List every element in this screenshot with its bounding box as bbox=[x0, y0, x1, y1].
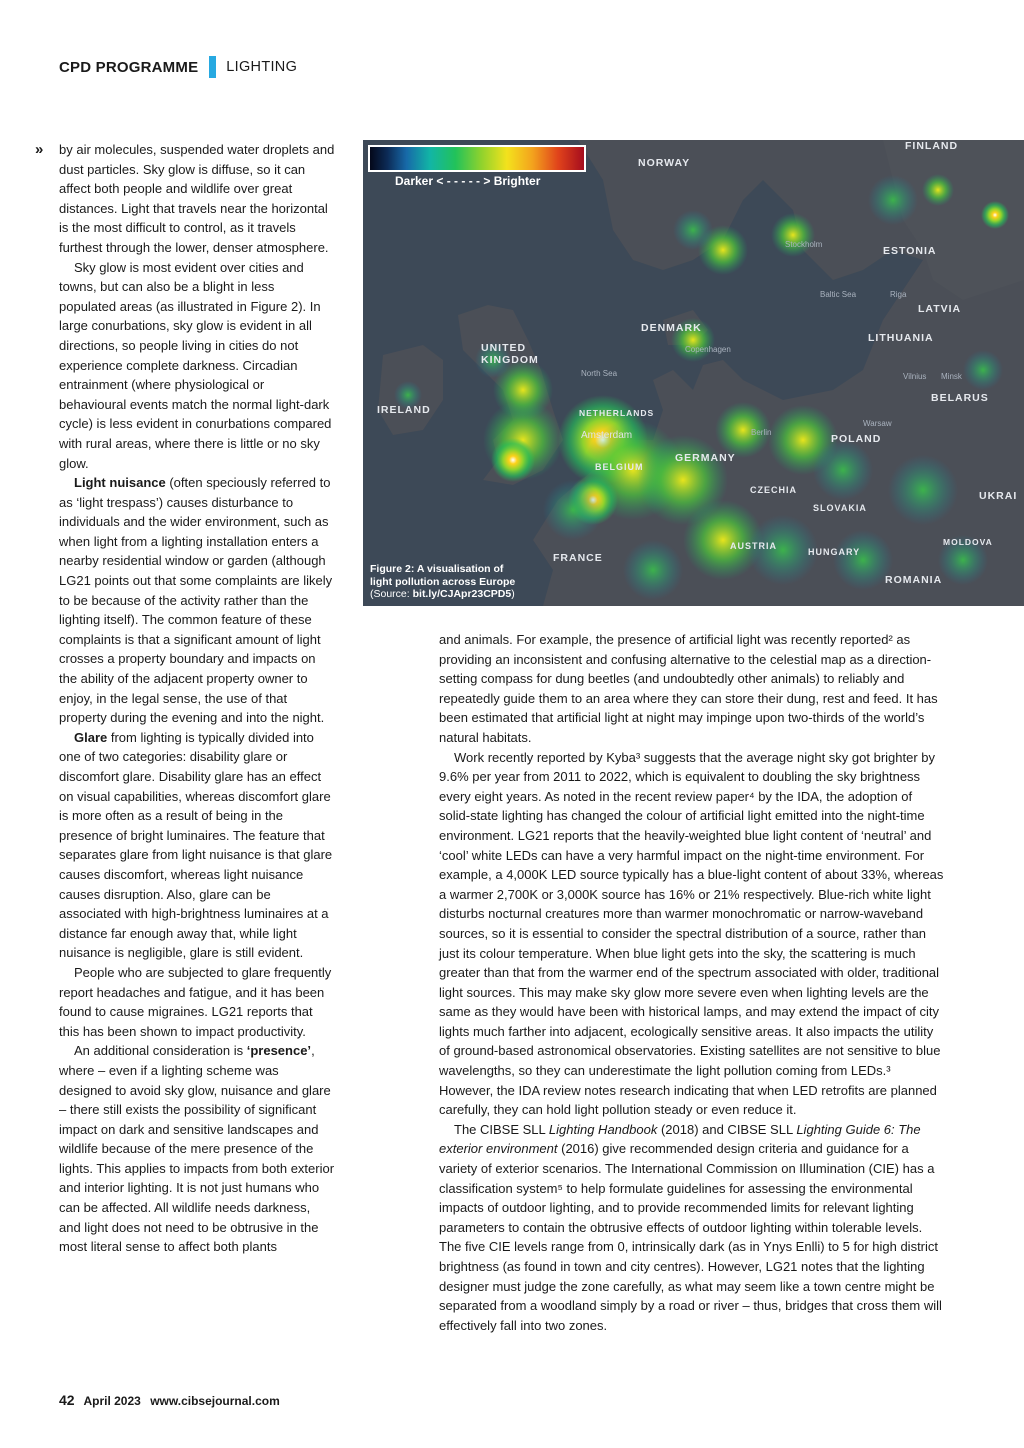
left-column bbox=[35, 140, 335, 1257]
map-label: GERMANY bbox=[675, 452, 736, 464]
term-light-nuisance: Light nuisance bbox=[74, 475, 166, 491]
right-column bbox=[439, 630, 944, 1335]
website-link[interactable]: www.cibsejournal.com bbox=[150, 1394, 280, 1408]
map-label: HUNGARY bbox=[808, 547, 861, 557]
map-label: ROMANIA bbox=[885, 574, 943, 586]
map-label: MOLDOVA bbox=[943, 537, 993, 547]
map-label: LITHUANIA bbox=[868, 332, 934, 344]
map-label: UNITED KINGDOM bbox=[481, 342, 539, 366]
page-footer bbox=[59, 1392, 280, 1408]
source-link[interactable]: bit.ly/CJApr23CPD5 bbox=[412, 588, 512, 601]
term-presence: ‘presence’ bbox=[246, 1043, 312, 1059]
title-lighting-handbook: Lighting Handbook bbox=[548, 1121, 658, 1137]
map-place-label: Baltic Sea bbox=[820, 290, 857, 299]
page-header bbox=[59, 56, 297, 78]
paragraph: Work recently reported by Kyba³ suggests that the average night sky got brighter by 9.6% per year from 2011 to 2022, which is equivalent to doubling the sky brightness every eight years. As noted in the recent review paper⁴ by the IDA, the adoption of solid-state lighting has changed the colour of artificial light emitted into the night-time environment. LG21 reports that the heavily-weighted blue light content of ‘neutral’ and ‘cool’ white LEDs can have a very harmful impact on the night-time environment. For example, a 4,000K LED source typically has a blue-light content of about 33%, whereas a warmer 2,700K or 3,000K source has 16% or 21% respectively. Blue-rich white light disturbs nocturnal creatures more than warmer monochromatic or narrow-waveband sources, so it is essential to consider the spectral distribution of a source, rather than just its colour temperature. When blue light gets into the sky, the scattering is much greater than that from the warmer end of the spectrum associated with older, traditional light sources. This may make sky glow more severe even when lighting levels are the same as they would have been with historical lamps, and may extend the impact of city lights much farther into adjacent, ecologically sensitive areas. It also impacts the utility of ground-based astronomical observatories. Existing satellites are not sensitive to blue wavelengths, so they can underestimate the light pollution coming from LEDs.³ However, the IDA review notes research indicating that when LED retrofits are planned carefully, they can hold light pollution steady or even reduce it. bbox=[439, 749, 944, 1118]
paragraph: The CIBSE SLL Lighting Handbook (2018) and CIBSE SLL Lighting Guide 6: The exterior environment (2016) give recommended design criteria and guidance for a variety of exterior scenarios. The International Commission on Illumination (CIE) has a classification system⁵ to help formulate guidelines for assessing the environmental impacts of outdoor lighting, and to provide recommended limits for relevant lighting parameters to contain the obtrusive effects of outdoor lighting within tolerable levels. The five CIE levels range from 0, intrinsically dark (as in Ynys Enlli) to 5 for high district brightness (as found in town and city centres). However, LG21 notes that the lighting designer must judge the zone carefully, as what may seem like a town centre might be separated from a woodland simply by a road or river – thus, bridges that cross them will effectively fall into two zones. bbox=[439, 1121, 942, 1333]
title-lighting-guide-6: Lighting Guide 6: The exterior environment bbox=[439, 1121, 921, 1157]
header-divider bbox=[209, 56, 216, 78]
paragraph: Sky glow is most evident over cities and towns, but can also be a blight in less populated areas (as illustrated in Figure 2). In large conurbations, sky glow is evident in all directions, so people living in cities do not experience complete darkness. Circadian entrainment (where physiological or behavioural events match the normal light-dark cycle) is less evident in conurbations compared with rural areas, where there is little or no sky glow. bbox=[59, 259, 332, 471]
brightness-scale-label: Darker < - - - - - > Brighter bbox=[395, 174, 541, 188]
map-place-label: North Sea bbox=[581, 369, 618, 378]
map-label: CZECHIA bbox=[750, 485, 797, 495]
continuation-icon: » bbox=[35, 141, 44, 158]
map-label: DENMARK bbox=[641, 322, 702, 334]
issue-date: April 2023 bbox=[83, 1394, 141, 1408]
map-label: UKRAI bbox=[979, 490, 1018, 502]
paragraph: and animals. For example, the presence of artificial light was recently reported² as providing an inconsistent and confusing alternative to the celestial map as a direction-setting compass for dung beetles (and undoubtedly other animals) to reliably and repeatedly guide them to an area where they can store their dung, rest and feed. It has been estimated that artificial light at night may impinge upon two-thirds of the world’s natural habitats. bbox=[439, 632, 938, 745]
light-pollution-map-figure bbox=[363, 140, 1024, 606]
term-glare: Glare bbox=[74, 729, 108, 745]
map-place-label: Copenhagen bbox=[685, 345, 731, 354]
map-label: BELGIUM bbox=[595, 462, 644, 472]
map-place-label: Vilnius bbox=[903, 372, 927, 381]
map-label: FRANCE bbox=[553, 552, 603, 564]
map-place-label: Berlin bbox=[751, 428, 772, 437]
brightness-scale-bar bbox=[368, 145, 586, 172]
map-label: NORWAY bbox=[638, 157, 691, 169]
paragraph: Glare from lighting is typically divided into one of two categories: disability glare or discomfort glare. Disability glare has an effect on visual capabilities, whereas discomfort glare is more often as a result of being in the presence of bright luminaires. The feature that separates glare from light nuisance is that glare causes discomfort, whereas light nuisance causes disruption. Also, glare can be associated with high-brightness luminaires at a distance far enough away that, while light nuisance is negligible, glare is still evident. bbox=[59, 729, 333, 961]
map-place-label: Amsterdam bbox=[581, 430, 633, 441]
page-number: 42 bbox=[59, 1392, 75, 1408]
caption-title: Figure 2: A visualisation of light pollution across Europe bbox=[370, 563, 516, 588]
paragraph: An additional consideration is ‘presence’, where – even if a lighting scheme was designed to avoid sky glow, nuisance and glare – there still exists the possibility of significant impact on dark and sensitive landscapes and wildlife because of the mere presence of the lights. This applies to impacts from both exterior and interior lighting. It is not just humans who can be affected. All wildlife needs darkness, and light does not need to be obtrusive in the most literal sense to affect both plants bbox=[59, 1043, 335, 1255]
paragraph: Light nuisance (often speciously referred to as ‘light trespass’) causes disturbance to individuals and the wider environment, such as when light from a lighting installation enters a nearby residential window or garden (although LG21 points out that some complaints are likely to be because of the activity rather than the lighting itself). The common feature of these complaints is that a significant amount of light crosses a property boundary and impacts on the ability of the adjacent property owner to enjoy, in the legal sense, the use of that property during the evening and into the night. bbox=[59, 475, 333, 726]
map-label: ESTONIA bbox=[883, 245, 937, 257]
map-place-label: Stockholm bbox=[785, 240, 823, 249]
map-place-label: Riga bbox=[890, 290, 907, 299]
map-label: NETHERLANDS bbox=[579, 408, 655, 418]
section-label: LIGHTING bbox=[226, 59, 298, 75]
figure-caption: Figure 2: A visualisation of light pollution across Europe (Source: bit.ly/CJApr23CPD5) bbox=[370, 563, 520, 601]
map-label: SLOVAKIA bbox=[813, 503, 867, 513]
map-label: FINLAND bbox=[905, 140, 959, 152]
map-label: AUSTRIA bbox=[730, 541, 777, 551]
map-label: POLAND bbox=[831, 433, 882, 445]
paragraph: People who are subjected to glare frequently report headaches and fatigue, and it has been found to cause migraines. LG21 reports that this has been shown to impact productivity. bbox=[59, 964, 332, 1039]
map-label: BELARUS bbox=[931, 392, 989, 404]
map-label: IRELAND bbox=[377, 404, 431, 416]
map-place-label: Warsaw bbox=[863, 419, 892, 428]
map-label: LATVIA bbox=[918, 303, 962, 315]
map-place-label: Minsk bbox=[941, 372, 962, 381]
programme-label: CPD PROGRAMME bbox=[59, 58, 199, 76]
paragraph: by air molecules, suspended water droplets and dust particles. Sky glow is diffuse, so it can affect both people and wildlife over great distances. Light that travels near the horizontal is the most difficult to control, as it travels furthest through the lower, denser atmosphere. bbox=[59, 142, 335, 255]
